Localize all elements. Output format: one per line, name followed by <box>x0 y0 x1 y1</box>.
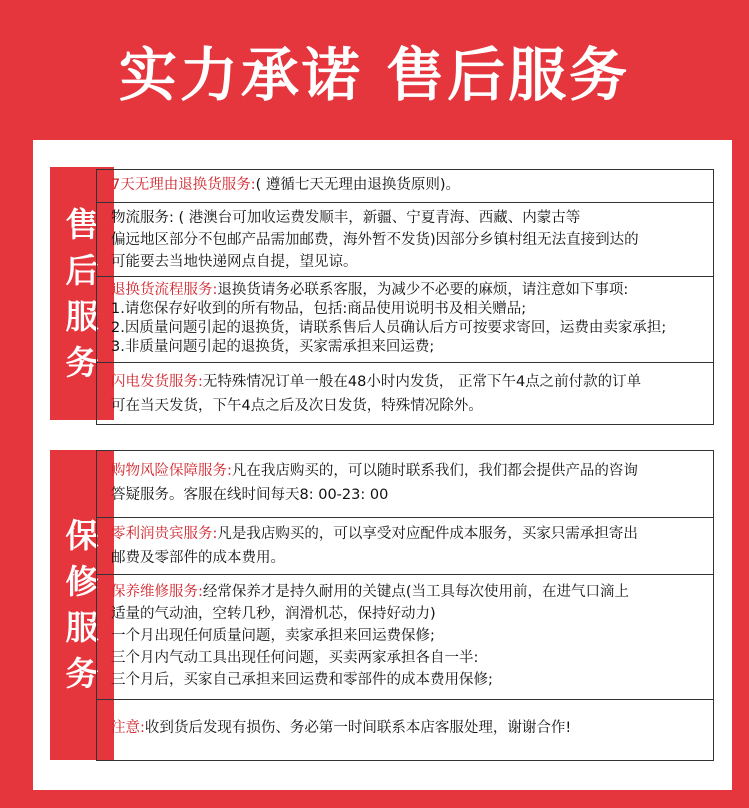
content-panel <box>33 140 732 790</box>
policy-text: ( 遵循七天无理由退换货原则)。 <box>255 177 461 193</box>
warranty-box <box>96 450 714 761</box>
policy-key: 零利润贵宾服务: <box>111 526 218 542</box>
policy-key: 购物风险保障服务: <box>111 463 232 479</box>
policy-row-maintenance <box>97 574 713 699</box>
policy-text: 凡是我店购买的，可以享受对应配件成本服务，买家只需承担寄出 <box>217 526 638 542</box>
policy-text: 物流服务: ( 港澳台可加收运费发顺丰，新疆、宁夏青海、西藏、内蒙古等 <box>111 210 581 226</box>
policy-text: 适量的气动油，空转几秒，润滑机芯，保持好动力) <box>111 606 436 622</box>
policy-text: 三个月内气动工具出现任何问题，买卖两家承担各自一半: <box>111 650 479 666</box>
policy-key: 闪电发货服务: <box>111 374 203 390</box>
policy-key: 保养维修服务: <box>111 584 203 600</box>
policy-text: 可能要去当地快递网点自提，望见谅。 <box>111 254 358 270</box>
policy-row-fast-shipping <box>97 362 713 424</box>
policy-text: 邮费及零部件的成本费用。 <box>111 550 285 566</box>
policy-text: 偏远地区部分不包邮产品需加邮费，海外暂不发货)因部分乡镇村组无法直接到达的 <box>111 232 639 248</box>
policy-text: 3.非质量问题引起的退换货，买家需承担来回运费; <box>111 339 435 355</box>
page-title: 实力承诺 售后服务 <box>118 41 631 109</box>
policy-row-7day-return <box>97 169 713 202</box>
policy-key: 7天无理由退换货服务: <box>111 177 256 193</box>
policy-key: 注意: <box>111 720 145 736</box>
page-header <box>0 0 749 140</box>
policy-text: 2.因质量问题引起的退换货，请联系售后人员确认后方可按要求寄回，运费由卖家承担; <box>111 320 667 336</box>
policy-row-return-process <box>97 276 713 362</box>
policy-text: 三个月后，买家自己承担来回运费和零部件的成本费用保修; <box>111 672 493 688</box>
policy-row-logistics <box>97 202 713 276</box>
policy-text: 可在当天发货，下午4点之后及次日发货，特殊情况除外。 <box>111 398 483 414</box>
policy-row-notice <box>97 699 713 760</box>
policy-key: 退换货流程服务: <box>111 282 218 298</box>
policy-text: 无特殊情况订单一般在48小时内发货， 正常下午4点之前付款的订单 <box>202 374 642 390</box>
policy-text: 退换货请务必联系客服，为减少不必要的麻烦，请注意如下事项: <box>217 282 629 298</box>
policy-text: 经常保养才是持久耐用的关键点(当工具每次使用前，在进气口滴上 <box>202 584 630 600</box>
policy-row-risk-protection <box>97 450 713 517</box>
policy-text: 一个月出现任何质量问题，卖家承担来回运费保修; <box>111 628 435 644</box>
policy-text: 凡在我店购买的，可以随时联系我们，我们都会提供产品的咨询 <box>231 463 638 479</box>
policy-text: 收到货后发现有损伤、务必第一时间联系本店客服处理，谢谢合作! <box>144 720 572 736</box>
policy-row-zero-profit-vip <box>97 517 713 574</box>
after-sales-box <box>96 169 714 425</box>
section-label-text: 保修服务 <box>65 516 99 693</box>
policy-text: 答疑服务。客服在线时间每天8: 00-23: 00 <box>111 487 389 503</box>
section-label-text: 售后服务 <box>65 204 99 382</box>
policy-text: 1.请您保存好收到的所有物品，包括:商品使用说明书及相关赠品; <box>111 301 527 317</box>
